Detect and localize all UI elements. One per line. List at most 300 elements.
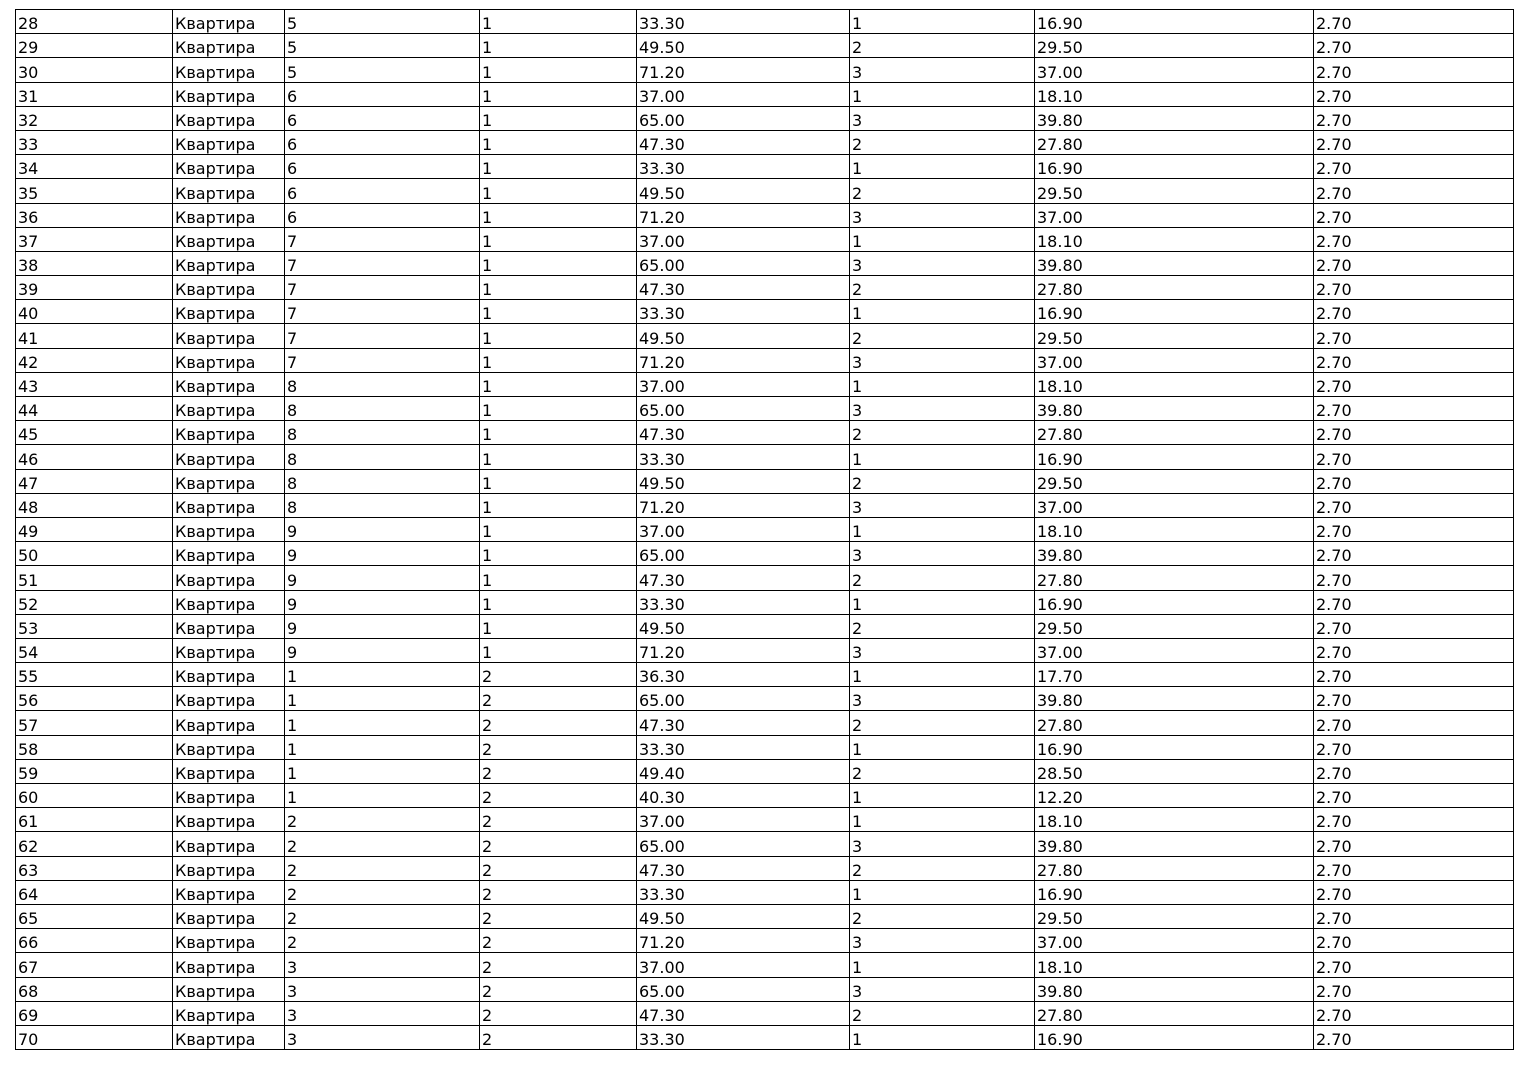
section-cell: 2 [285,880,480,904]
ceiling-height-cell: 2.70 [1314,421,1514,445]
section-cell: 7 [285,300,480,324]
type-cell: Квартира [173,82,285,106]
ceiling-height-cell: 2.70 [1314,904,1514,928]
table-row [16,203,1514,227]
table-row [16,493,1514,517]
section-cell: 9 [285,542,480,566]
living-area-cell: 18.10 [1035,227,1314,251]
table-row [16,179,1514,203]
table-row [16,10,1514,34]
living-area-cell: 27.80 [1035,130,1314,154]
type-cell: Квартира [173,421,285,445]
section-cell: 7 [285,348,480,372]
table-row [16,251,1514,275]
ceiling-height-cell: 2.70 [1314,155,1514,179]
row-number-cell: 28 [16,10,173,34]
row-number-cell: 48 [16,493,173,517]
living-area-cell: 27.80 [1035,421,1314,445]
rooms-cell: 3 [850,106,1035,130]
table-row [16,759,1514,783]
living-area-cell: 39.80 [1035,397,1314,421]
table-row [16,590,1514,614]
ceiling-height-cell: 2.70 [1314,784,1514,808]
table-row [16,880,1514,904]
living-area-cell: 16.90 [1035,445,1314,469]
type-cell: Квартира [173,759,285,783]
ceiling-height-cell: 2.70 [1314,614,1514,638]
total-area-cell: 47.30 [637,276,850,300]
total-area-cell: 71.20 [637,493,850,517]
row-number-cell: 55 [16,663,173,687]
table-row [16,904,1514,928]
section-cell: 1 [285,711,480,735]
total-area-cell: 49.40 [637,759,850,783]
rooms-cell: 2 [850,614,1035,638]
type-cell: Квартира [173,251,285,275]
section-cell: 3 [285,1001,480,1025]
total-area-cell: 37.00 [637,227,850,251]
ceiling-height-cell: 2.70 [1314,106,1514,130]
row-number-cell: 65 [16,904,173,928]
floor-cell: 2 [480,687,637,711]
row-number-cell: 31 [16,82,173,106]
row-number-cell: 69 [16,1001,173,1025]
living-area-cell: 27.80 [1035,856,1314,880]
rooms-cell: 3 [850,687,1035,711]
row-number-cell: 61 [16,808,173,832]
section-cell: 6 [285,82,480,106]
ceiling-height-cell: 2.70 [1314,179,1514,203]
type-cell: Квартира [173,372,285,396]
total-area-cell: 47.30 [637,711,850,735]
section-cell: 3 [285,1025,480,1049]
total-area-cell: 37.00 [637,808,850,832]
row-number-cell: 45 [16,421,173,445]
floor-cell: 2 [480,735,637,759]
total-area-cell: 71.20 [637,638,850,662]
rooms-cell: 2 [850,130,1035,154]
floor-cell: 1 [480,445,637,469]
ceiling-height-cell: 2.70 [1314,203,1514,227]
table-row [16,130,1514,154]
living-area-cell: 17.70 [1035,663,1314,687]
table-row [16,953,1514,977]
total-area-cell: 33.30 [637,1025,850,1049]
living-area-cell: 37.00 [1035,58,1314,82]
floor-cell: 1 [480,348,637,372]
floor-cell: 2 [480,663,637,687]
ceiling-height-cell: 2.70 [1314,130,1514,154]
total-area-cell: 33.30 [637,10,850,34]
living-area-cell: 39.80 [1035,542,1314,566]
row-number-cell: 63 [16,856,173,880]
total-area-cell: 65.00 [637,397,850,421]
table-row [16,542,1514,566]
total-area-cell: 65.00 [637,542,850,566]
living-area-cell: 27.80 [1035,711,1314,735]
living-area-cell: 29.50 [1035,34,1314,58]
type-cell: Квартира [173,324,285,348]
living-area-cell: 18.10 [1035,808,1314,832]
ceiling-height-cell: 2.70 [1314,372,1514,396]
ceiling-height-cell: 2.70 [1314,348,1514,372]
section-cell: 2 [285,808,480,832]
section-cell: 2 [285,929,480,953]
type-cell: Квартира [173,590,285,614]
table-row [16,735,1514,759]
type-cell: Квартира [173,517,285,541]
table-row [16,276,1514,300]
row-number-cell: 41 [16,324,173,348]
row-number-cell: 54 [16,638,173,662]
living-area-cell: 18.10 [1035,953,1314,977]
section-cell: 6 [285,130,480,154]
section-cell: 7 [285,276,480,300]
ceiling-height-cell: 2.70 [1314,251,1514,275]
section-cell: 9 [285,614,480,638]
ceiling-height-cell: 2.70 [1314,493,1514,517]
rooms-cell: 1 [850,372,1035,396]
rooms-cell: 2 [850,856,1035,880]
living-area-cell: 16.90 [1035,880,1314,904]
floor-cell: 1 [480,517,637,541]
rooms-cell: 2 [850,324,1035,348]
ceiling-height-cell: 2.70 [1314,687,1514,711]
living-area-cell: 18.10 [1035,82,1314,106]
type-cell: Квартира [173,904,285,928]
type-cell: Квартира [173,155,285,179]
table-row [16,663,1514,687]
type-cell: Квартира [173,977,285,1001]
row-number-cell: 42 [16,348,173,372]
row-number-cell: 50 [16,542,173,566]
section-cell: 5 [285,58,480,82]
table-row [16,469,1514,493]
floor-cell: 2 [480,977,637,1001]
row-number-cell: 47 [16,469,173,493]
living-area-cell: 16.90 [1035,590,1314,614]
living-area-cell: 16.90 [1035,735,1314,759]
type-cell: Квартира [173,300,285,324]
ceiling-height-cell: 2.70 [1314,566,1514,590]
ceiling-height-cell: 2.70 [1314,10,1514,34]
type-cell: Квартира [173,58,285,82]
total-area-cell: 33.30 [637,590,850,614]
living-area-cell: 27.80 [1035,566,1314,590]
table-row [16,324,1514,348]
living-area-cell: 18.10 [1035,372,1314,396]
ceiling-height-cell: 2.70 [1314,711,1514,735]
rooms-cell: 2 [850,34,1035,58]
total-area-cell: 71.20 [637,58,850,82]
ceiling-height-cell: 2.70 [1314,469,1514,493]
floor-cell: 2 [480,808,637,832]
rooms-cell: 3 [850,542,1035,566]
total-area-cell: 33.30 [637,880,850,904]
table-body [16,10,1514,1050]
rooms-cell: 1 [850,1025,1035,1049]
type-cell: Квартира [173,614,285,638]
floor-cell: 1 [480,179,637,203]
floor-cell: 1 [480,638,637,662]
floor-cell: 1 [480,566,637,590]
floor-cell: 1 [480,227,637,251]
floor-cell: 1 [480,106,637,130]
type-cell: Квартира [173,566,285,590]
floor-cell: 1 [480,34,637,58]
rooms-cell: 3 [850,348,1035,372]
rooms-cell: 2 [850,421,1035,445]
rooms-cell: 3 [850,929,1035,953]
rooms-cell: 1 [850,517,1035,541]
living-area-cell: 37.00 [1035,348,1314,372]
type-cell: Квартира [173,687,285,711]
ceiling-height-cell: 2.70 [1314,590,1514,614]
rooms-cell: 2 [850,711,1035,735]
table-row [16,1001,1514,1025]
table-row [16,929,1514,953]
ceiling-height-cell: 2.70 [1314,1001,1514,1025]
row-number-cell: 59 [16,759,173,783]
section-cell: 1 [285,735,480,759]
table-row [16,614,1514,638]
section-cell: 3 [285,977,480,1001]
ceiling-height-cell: 2.70 [1314,34,1514,58]
section-cell: 2 [285,832,480,856]
section-cell: 1 [285,663,480,687]
section-cell: 8 [285,469,480,493]
type-cell: Квартира [173,130,285,154]
ceiling-height-cell: 2.70 [1314,542,1514,566]
section-cell: 6 [285,155,480,179]
living-area-cell: 28.50 [1035,759,1314,783]
apartments-table [15,9,1514,1050]
total-area-cell: 71.20 [637,348,850,372]
rooms-cell: 2 [850,566,1035,590]
living-area-cell: 29.50 [1035,324,1314,348]
floor-cell: 2 [480,856,637,880]
table-row [16,977,1514,1001]
total-area-cell: 49.50 [637,324,850,348]
floor-cell: 1 [480,82,637,106]
row-number-cell: 34 [16,155,173,179]
floor-cell: 2 [480,929,637,953]
type-cell: Квартира [173,856,285,880]
ceiling-height-cell: 2.70 [1314,832,1514,856]
type-cell: Квартира [173,34,285,58]
rooms-cell: 2 [850,759,1035,783]
table-row [16,445,1514,469]
rooms-cell: 1 [850,10,1035,34]
total-area-cell: 33.30 [637,300,850,324]
living-area-cell: 37.00 [1035,929,1314,953]
ceiling-height-cell: 2.70 [1314,58,1514,82]
rooms-cell: 1 [850,82,1035,106]
total-area-cell: 37.00 [637,372,850,396]
rooms-cell: 3 [850,251,1035,275]
living-area-cell: 37.00 [1035,203,1314,227]
floor-cell: 2 [480,1025,637,1049]
living-area-cell: 39.80 [1035,977,1314,1001]
floor-cell: 1 [480,300,637,324]
ceiling-height-cell: 2.70 [1314,638,1514,662]
table-row [16,397,1514,421]
ceiling-height-cell: 2.70 [1314,759,1514,783]
total-area-cell: 47.30 [637,1001,850,1025]
section-cell: 8 [285,372,480,396]
total-area-cell: 47.30 [637,856,850,880]
living-area-cell: 16.90 [1035,155,1314,179]
total-area-cell: 37.00 [637,953,850,977]
total-area-cell: 37.00 [637,82,850,106]
row-number-cell: 39 [16,276,173,300]
ceiling-height-cell: 2.70 [1314,397,1514,421]
living-area-cell: 29.50 [1035,469,1314,493]
rooms-cell: 2 [850,276,1035,300]
total-area-cell: 33.30 [637,735,850,759]
rooms-cell: 1 [850,445,1035,469]
section-cell: 9 [285,566,480,590]
type-cell: Квартира [173,203,285,227]
table-row [16,34,1514,58]
total-area-cell: 49.50 [637,179,850,203]
rooms-cell: 3 [850,203,1035,227]
row-number-cell: 56 [16,687,173,711]
floor-cell: 1 [480,469,637,493]
rooms-cell: 3 [850,493,1035,517]
table-row [16,227,1514,251]
floor-cell: 1 [480,324,637,348]
row-number-cell: 58 [16,735,173,759]
section-cell: 6 [285,179,480,203]
ceiling-height-cell: 2.70 [1314,856,1514,880]
ceiling-height-cell: 2.70 [1314,977,1514,1001]
row-number-cell: 32 [16,106,173,130]
table-row [16,300,1514,324]
ceiling-height-cell: 2.70 [1314,1025,1514,1049]
row-number-cell: 64 [16,880,173,904]
floor-cell: 1 [480,493,637,517]
living-area-cell: 16.90 [1035,1025,1314,1049]
table-row [16,106,1514,130]
section-cell: 1 [285,784,480,808]
type-cell: Квартира [173,711,285,735]
floor-cell: 2 [480,880,637,904]
floor-cell: 2 [480,832,637,856]
type-cell: Квартира [173,832,285,856]
total-area-cell: 49.50 [637,614,850,638]
type-cell: Квартира [173,542,285,566]
table-row [16,155,1514,179]
table-row [16,784,1514,808]
section-cell: 1 [285,759,480,783]
total-area-cell: 71.20 [637,203,850,227]
section-cell: 2 [285,904,480,928]
row-number-cell: 36 [16,203,173,227]
section-cell: 9 [285,590,480,614]
table-row [16,348,1514,372]
table-row [16,856,1514,880]
total-area-cell: 65.00 [637,106,850,130]
total-area-cell: 65.00 [637,687,850,711]
living-area-cell: 37.00 [1035,638,1314,662]
section-cell: 7 [285,251,480,275]
living-area-cell: 12.20 [1035,784,1314,808]
floor-cell: 2 [480,904,637,928]
living-area-cell: 16.90 [1035,10,1314,34]
floor-cell: 2 [480,711,637,735]
type-cell: Квартира [173,493,285,517]
type-cell: Квартира [173,397,285,421]
total-area-cell: 65.00 [637,832,850,856]
type-cell: Квартира [173,638,285,662]
row-number-cell: 66 [16,929,173,953]
row-number-cell: 29 [16,34,173,58]
ceiling-height-cell: 2.70 [1314,663,1514,687]
total-area-cell: 47.30 [637,421,850,445]
type-cell: Квартира [173,445,285,469]
total-area-cell: 47.30 [637,130,850,154]
living-area-cell: 37.00 [1035,493,1314,517]
floor-cell: 1 [480,542,637,566]
floor-cell: 2 [480,953,637,977]
total-area-cell: 71.20 [637,929,850,953]
table-row [16,372,1514,396]
type-cell: Квартира [173,880,285,904]
rooms-cell: 2 [850,469,1035,493]
rooms-cell: 1 [850,953,1035,977]
floor-cell: 1 [480,130,637,154]
total-area-cell: 49.50 [637,904,850,928]
rooms-cell: 3 [850,832,1035,856]
section-cell: 1 [285,687,480,711]
type-cell: Квартира [173,929,285,953]
floor-cell: 1 [480,421,637,445]
total-area-cell: 40.30 [637,784,850,808]
ceiling-height-cell: 2.70 [1314,300,1514,324]
row-number-cell: 68 [16,977,173,1001]
section-cell: 6 [285,203,480,227]
living-area-cell: 29.50 [1035,904,1314,928]
row-number-cell: 53 [16,614,173,638]
section-cell: 6 [285,106,480,130]
rooms-cell: 1 [850,155,1035,179]
table-row [16,421,1514,445]
floor-cell: 1 [480,58,637,82]
section-cell: 5 [285,34,480,58]
floor-cell: 1 [480,590,637,614]
ceiling-height-cell: 2.70 [1314,735,1514,759]
section-cell: 2 [285,856,480,880]
row-number-cell: 62 [16,832,173,856]
table-row [16,687,1514,711]
rooms-cell: 1 [850,808,1035,832]
section-cell: 9 [285,638,480,662]
type-cell: Квартира [173,348,285,372]
type-cell: Квартира [173,106,285,130]
type-cell: Квартира [173,1025,285,1049]
living-area-cell: 39.80 [1035,251,1314,275]
total-area-cell: 49.50 [637,34,850,58]
rooms-cell: 3 [850,397,1035,421]
section-cell: 8 [285,421,480,445]
section-cell: 3 [285,953,480,977]
rooms-cell: 1 [850,300,1035,324]
row-number-cell: 60 [16,784,173,808]
ceiling-height-cell: 2.70 [1314,324,1514,348]
total-area-cell: 37.00 [637,517,850,541]
total-area-cell: 65.00 [637,977,850,1001]
